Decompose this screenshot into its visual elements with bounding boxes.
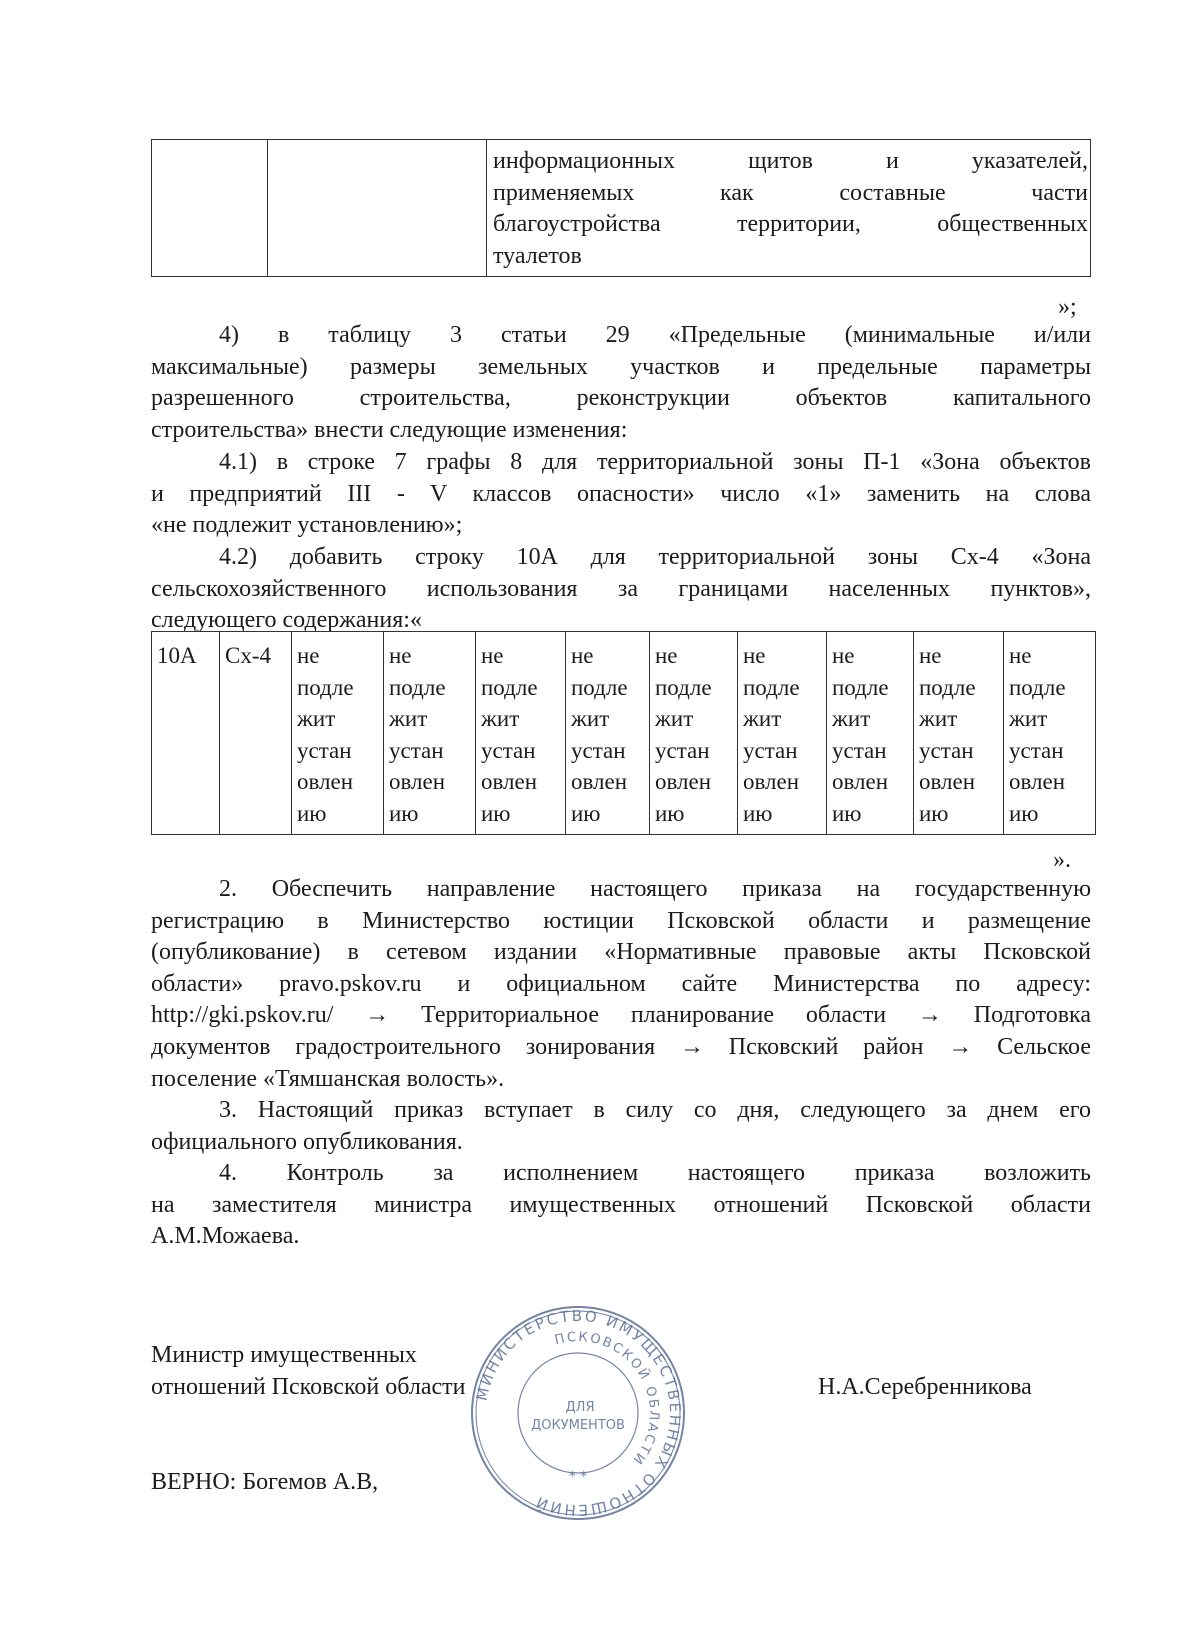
cell-word: подле xyxy=(919,674,976,700)
cell-word: подле xyxy=(832,674,889,700)
paragraph-line: регистрацию в Министерство юстиции Псковской области и размещение xyxy=(151,907,1091,934)
cell-word: не xyxy=(1009,643,1032,668)
paragraph-line: и предприятий III - V классов опасности» число «1» заменить на слова xyxy=(151,480,1091,507)
paragraph-line: максимальные) размеры земельных участков и предельные параметры xyxy=(151,353,1091,380)
cell-word: не xyxy=(571,643,594,668)
cell-word: ию xyxy=(1009,800,1039,826)
official-seal-stamp xyxy=(468,1303,688,1523)
cell-word: не xyxy=(389,643,412,668)
paragraph-control xyxy=(151,1158,1091,1253)
paragraph-2 xyxy=(151,874,1091,1095)
top-table-cell-3 xyxy=(487,140,1091,277)
cell-word: жит xyxy=(297,706,336,731)
seal-outer-ring-text: МИНИСТЕРСТВО ИМУЩЕСТВЕННЫХ ОТНОШЕНИЙ xyxy=(472,1306,685,1520)
paragraph-line: официального опубликования. xyxy=(151,1128,463,1155)
cell-word: ию xyxy=(743,800,773,826)
cell-word: овлен xyxy=(571,769,628,794)
zone-table-cell-value xyxy=(566,632,650,835)
top-table-line: применяемых как составные части xyxy=(493,179,1088,206)
cell-word: ию xyxy=(571,800,601,826)
zone-table-cell-value xyxy=(476,632,566,835)
seal-center-text-2: ДОКУМЕНТОВ xyxy=(531,1418,625,1433)
cell-word: не xyxy=(481,643,504,668)
paragraph-line: «не подлежит установлению»; xyxy=(151,512,463,539)
cell-word: ию xyxy=(297,800,327,826)
cell-word: жит xyxy=(571,706,610,731)
cell-word: не xyxy=(743,643,766,668)
paragraph-line: 4.1) в строке 7 графы 8 для территориальной зоны П-1 «Зона объектов xyxy=(219,449,1091,475)
zone-table-cell-value xyxy=(827,632,914,835)
paragraph-line: поселение «Тямшанская волость». xyxy=(151,1065,505,1092)
paragraph-line: 3. Настоящий приказ вступает в силу со дня, следующего за днем его xyxy=(219,1097,1091,1123)
top-table-line: благоустройства территории, общественных xyxy=(493,211,1088,237)
paragraph-line: на заместителя министра имущественных отношений Псковской области xyxy=(151,1191,1091,1218)
cell-word: жит xyxy=(919,706,958,731)
top-table-line: туалетов xyxy=(493,242,582,269)
zone-code-text: Сх-4 xyxy=(225,643,271,668)
cell-word: ию xyxy=(481,800,511,826)
cell-word: не xyxy=(919,643,942,668)
zone-table-cell-value xyxy=(1004,632,1096,835)
cell-word: устан xyxy=(743,737,798,763)
zone-table-cell-value xyxy=(914,632,1004,835)
cell-word: устан xyxy=(389,737,444,763)
cell-word: овлен xyxy=(297,769,354,794)
paragraph-line: строительства» внести следующие изменения: xyxy=(151,416,628,443)
cell-word: устан xyxy=(1009,737,1064,763)
top-table-closing-quote: »; xyxy=(1058,294,1077,320)
paragraph-4-1 xyxy=(151,447,1091,542)
cell-word: устан xyxy=(919,737,974,763)
cell-word: овлен xyxy=(832,769,889,794)
signatory-name: Н.А.Серебренникова xyxy=(818,1374,1032,1400)
cell-word: овлен xyxy=(1009,769,1066,794)
paragraph-4 xyxy=(151,320,1091,446)
certified-copy-note: ВЕРНО: Богемов А.В, xyxy=(151,1469,379,1495)
cell-word: ию xyxy=(919,800,949,826)
cell-word: овлен xyxy=(481,769,538,794)
cell-word: ию xyxy=(655,800,685,826)
cell-word: жит xyxy=(481,706,520,731)
signatory-position-line-1: Министр имущественных xyxy=(151,1342,417,1368)
cell-word: ию xyxy=(389,800,419,826)
zone-table-cell-value xyxy=(384,632,476,835)
cell-word: подле xyxy=(655,674,712,700)
cell-word: подле xyxy=(743,674,800,700)
cell-word: овлен xyxy=(919,769,976,794)
seal-center-text-1: ДЛЯ xyxy=(565,1400,595,1415)
paragraph-line: следующего содержания:« xyxy=(151,607,422,634)
paragraph-line: разрешенного строительства, реконструкции объектов капитального xyxy=(151,385,1091,412)
cell-word: подле xyxy=(389,674,446,700)
cell-word: жит xyxy=(389,706,428,731)
cell-word: овлен xyxy=(389,769,446,794)
cell-word: ию xyxy=(832,800,862,826)
zone-table-cell-value xyxy=(738,632,827,835)
paragraph-line: 4.2) добавить строку 10А для территориальной зоны Сх-4 «Зона xyxy=(219,544,1091,570)
paragraph-line: области» pravo.pskov.ru и официальном сайте Министерства по адресу: xyxy=(151,970,1091,997)
cell-word: не xyxy=(655,643,678,668)
cell-word: жит xyxy=(655,706,694,731)
paragraph-line: документов градостроительного зонирования → Псковский район → Сельское xyxy=(151,1033,1091,1060)
top-table-fragment xyxy=(151,139,1091,277)
zone-table-cell-row-number xyxy=(152,632,220,835)
cell-word: подле xyxy=(481,674,538,700)
paragraph-line: http://gki.pskov.ru/ → Территориальное планирование области → Подготовка xyxy=(151,1002,1091,1029)
paragraph-line: 4) в таблицу 3 статьи 29 «Предельные (минимальные и/или xyxy=(219,322,1091,348)
paragraph-line: (опубликование) в сетевом издании «Нормативные правовые акты Псковской xyxy=(151,939,1091,966)
seal-inner-ring-text: ПСКОВСКОЙ ОБЛАСТИ xyxy=(553,1329,662,1469)
cell-word: устан xyxy=(832,737,887,763)
signatory-position-line-2: отношений Псковской области xyxy=(151,1374,466,1400)
cell-word: устан xyxy=(655,737,710,763)
cell-word: подле xyxy=(571,674,628,700)
zone-table-row-10a xyxy=(151,631,1096,835)
zone-table-cell-zone xyxy=(220,632,292,835)
cell-word: овлен xyxy=(655,769,712,794)
cell-word: овлен xyxy=(743,769,800,794)
cell-word: не xyxy=(832,643,855,668)
paragraph-line: 2. Обеспечить направление настоящего приказа на государственную xyxy=(219,876,1091,902)
seal-stars: * * xyxy=(568,1469,588,1485)
paragraph-line: сельскохозяйственного использования за границами населенных пунктов», xyxy=(151,575,1091,602)
cell-word: устан xyxy=(297,737,352,763)
cell-word: подле xyxy=(297,674,354,700)
zone-table-closing-quote: ». xyxy=(1053,847,1071,873)
cell-word: подле xyxy=(1009,674,1066,700)
top-table-cell-2 xyxy=(268,140,487,277)
cell-word: устан xyxy=(481,737,536,763)
paragraph-line: А.М.Можаева. xyxy=(151,1223,300,1250)
paragraph-4-2 xyxy=(151,542,1091,637)
top-table-line: информационных щитов и указателей, xyxy=(493,148,1088,174)
cell-word: не xyxy=(297,643,320,668)
row-number-text: 10А xyxy=(157,643,197,668)
paragraph-3 xyxy=(151,1095,1091,1158)
paragraph-line: 4. Контроль за исполнением настоящего приказа возложить xyxy=(219,1160,1091,1186)
cell-word: жит xyxy=(832,706,871,731)
cell-word: устан xyxy=(571,737,626,763)
zone-table-cell-value xyxy=(292,632,384,835)
cell-word: жит xyxy=(743,706,782,731)
top-table-cell-1 xyxy=(152,140,268,277)
zone-table-cell-value xyxy=(650,632,738,835)
cell-word: жит xyxy=(1009,706,1048,731)
